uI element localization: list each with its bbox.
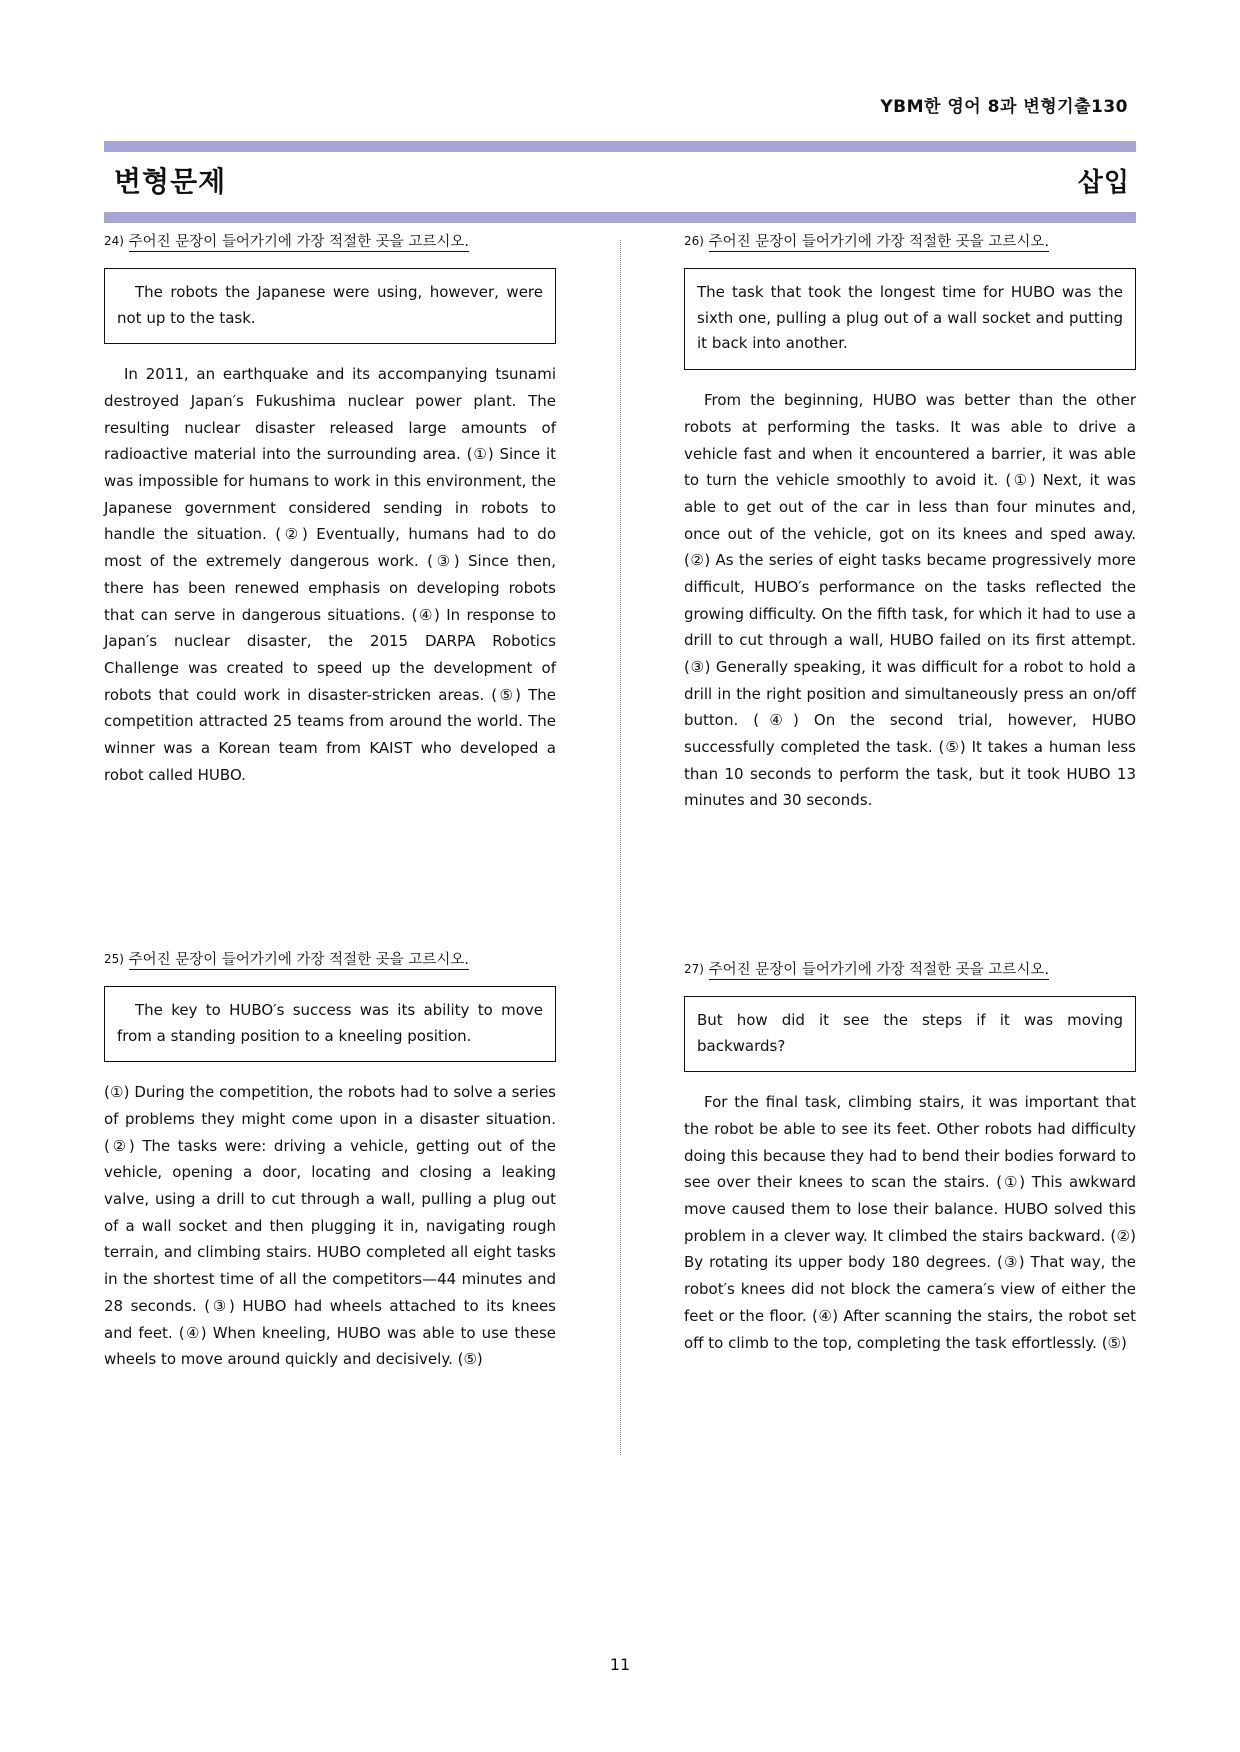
two-column-body bbox=[104, 232, 1136, 1610]
running-head: YBM한 영어 8과 변형기출130 bbox=[880, 97, 1128, 117]
question-26 bbox=[684, 232, 1136, 814]
question-24-passage: In 2011, an earthquake and its accompanying tsunami destroyed Japan′s Fukushima nuclear power plant. The resulting nuclear disaster released large amounts of radioactive material into the surrounding area. (①) Since it was impossible for humans to work in this environment, the Japanese government considered sending in robots to handle the situation. (②) Eventually, humans had to do most of the extremely dangerous work. (③) Since then, there has been renewed emphasis on developing robots that can serve in dangerous situations. (④) In response to Japan′s nuclear disaster, the 2015 DARPA Robotics Challenge was created to speed up the development of robots that could work in disaster-stricken areas. (⑤) The competition attracted 25 teams from around the world. The winner was a Korean team from KAIST who developed a robot called HUBO. bbox=[104, 365, 556, 784]
question-27-number: 27) bbox=[684, 962, 704, 976]
section-title-right: 삽입 bbox=[1077, 167, 1130, 198]
question-25-stem-text: 주어진 문장이 들어가기에 가장 적절한 곳을 고르시오. bbox=[128, 952, 469, 968]
question-24-given-box bbox=[104, 268, 556, 345]
section-title-row bbox=[104, 150, 1136, 210]
question-27-given-sentence: But how did it see the steps if it was moving backwards? bbox=[697, 1010, 1123, 1055]
question-24-number: 24) bbox=[104, 234, 124, 248]
question-26-passage: From the beginning, HUBO was better than the other robots at performing the tasks. It was able to drive a vehicle fast and when it encountered a barrier, it was able to turn the vehicle smoothly to avoid it. (①) Next, it was able to get out of the car in less than four minutes and, once out of the vehicle, got on its knees and sped away. (②) As the series of eight tasks became progressively more difficult, HUBO′s performance on the tasks reflected the growing difficulty. On the fifth task, for which it had to use a drill to cut through a wall, HUBO failed on its first attempt. (③) Generally speaking, it was difficult for a robot to hold a drill in the right position and simultaneously press an on/off button. (④) On the second trial, however, HUBO successfully completed the task. (⑤) It takes a human less than 10 seconds to perform the task, but it took HUBO 13 minutes and 30 seconds. bbox=[684, 391, 1136, 810]
question-27-stem-text: 주어진 문장이 들어가기에 가장 적절한 곳을 고르시오. bbox=[708, 962, 1049, 978]
question-26-stem bbox=[684, 232, 1136, 254]
question-26-number: 26) bbox=[684, 234, 704, 248]
question-27 bbox=[684, 960, 1136, 1356]
accent-bar-bottom bbox=[104, 212, 1136, 223]
question-24-stem bbox=[104, 232, 556, 254]
question-25-passage: (①) During the competition, the robots had to solve a series of problems they might come upon in a disaster situation. (②) The tasks were: driving a vehicle, getting out of the vehicle, opening a door, locating and closing a leaking valve, using a drill to cut through a wall, pulling a plug out of a wall socket and then plugging it in, navigating rough terrain, and climbing stairs. HUBO completed all eight tasks in the shortest time of all the competitors—44 minutes and 28 seconds. (③) HUBO had wheels attached to its knees and feet. (④) When kneeling, HUBO was able to use these wheels to move around quickly and decisively. (⑤) bbox=[104, 1083, 556, 1369]
question-24-stem-text: 주어진 문장이 들어가기에 가장 적절한 곳을 고르시오. bbox=[128, 234, 469, 250]
page-number: 11 bbox=[609, 1655, 631, 1674]
question-24 bbox=[104, 232, 556, 788]
question-26-given-sentence: The task that took the longest time for HUBO was the sixth one, pulling a plug out of a wall socket and putting it back into another. bbox=[697, 282, 1123, 353]
question-25-number: 25) bbox=[104, 952, 124, 966]
section-title-left: 변형문제 bbox=[114, 165, 227, 198]
question-25 bbox=[104, 950, 556, 1373]
question-25-stem bbox=[104, 950, 556, 972]
question-25-given-sentence: The key to HUBO′s success was its ability to move from a standing position to a kneeling position. bbox=[117, 1000, 543, 1045]
question-26-given-box bbox=[684, 268, 1136, 370]
question-25-given-box bbox=[104, 986, 556, 1063]
column-gap bbox=[556, 232, 684, 1610]
column-divider bbox=[620, 240, 621, 1455]
question-24-given-sentence: The robots the Japanese were using, however, were not up to the task. bbox=[117, 282, 543, 327]
question-26-stem-text: 주어진 문장이 들어가기에 가장 적절한 곳을 고르시오. bbox=[708, 234, 1049, 250]
right-column bbox=[684, 232, 1136, 1610]
question-27-passage: For the final task, climbing stairs, it was important that the robot be able to see its feet. Other robots had difficulty doing this because they had to bend their bodies forward to see over their knees to scan the stairs. (①) This awkward move caused them to lose their balance. HUBO solved this problem in a clever way. It climbed the stairs backward. (②) By rotating its upper body 180 degrees. (③) That way, the robot′s knees did not block the camera′s view of either the feet or the floor. (④) After scanning the stairs, the robot set off to climb to the top, completing the task effortlessly. (⑤) bbox=[684, 1093, 1136, 1352]
left-column bbox=[104, 232, 556, 1610]
question-27-given-box bbox=[684, 996, 1136, 1073]
question-27-stem bbox=[684, 960, 1136, 982]
